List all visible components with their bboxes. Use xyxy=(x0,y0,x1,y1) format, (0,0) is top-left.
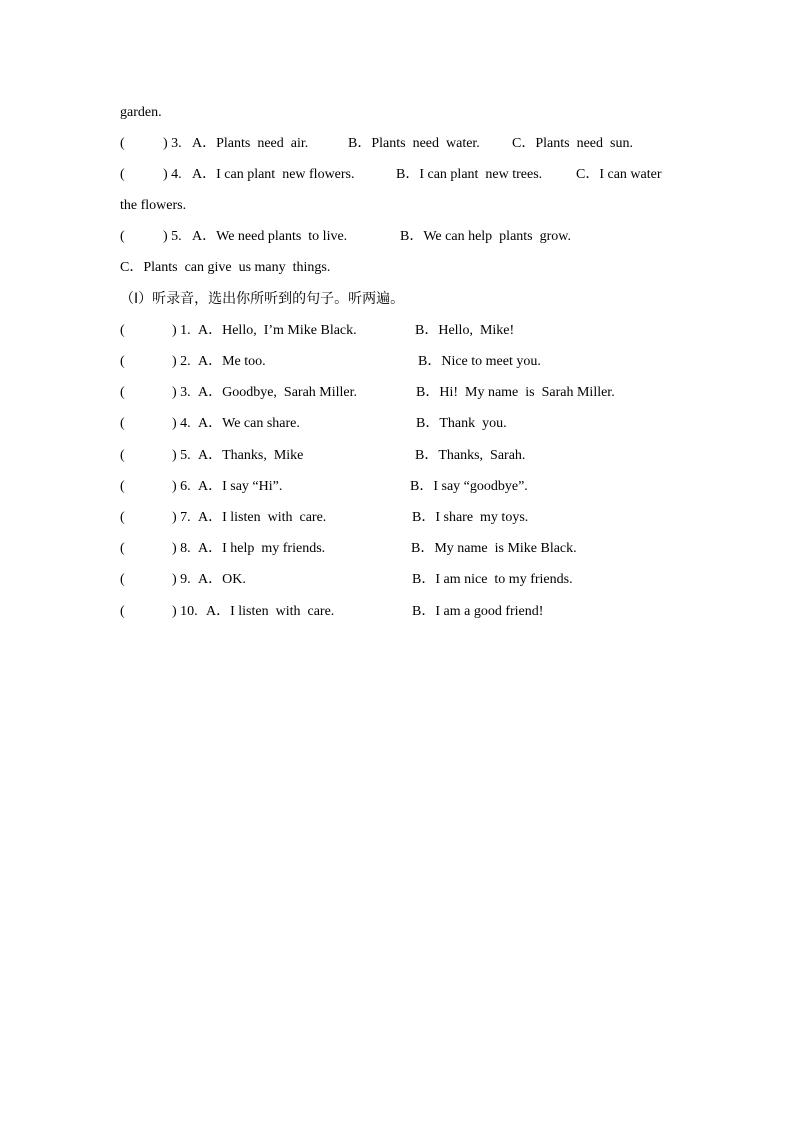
option-b: B．Thank you. xyxy=(416,416,507,431)
continuation-text: garden. xyxy=(120,105,162,120)
option-a: A．OK. xyxy=(198,572,246,587)
option-a: A．Plants need air. xyxy=(192,136,309,151)
question-number: ) 2. xyxy=(172,354,191,369)
option-a: A．I listen with care. xyxy=(206,604,335,619)
option-c: C．Plants need sun. xyxy=(512,136,633,151)
question-number: ) 4. xyxy=(163,167,182,182)
question-number: ) 3. xyxy=(163,136,182,151)
answer-paren-open: ( xyxy=(120,510,125,525)
answer-paren-open: ( xyxy=(120,416,125,431)
option-a: A．I help my friends. xyxy=(198,541,326,556)
answer-paren-open: ( xyxy=(120,604,125,619)
answer-paren-open: ( xyxy=(120,354,125,369)
option-b: B．I can plant new trees. xyxy=(396,167,543,182)
option-a: A．Goodbye, Sarah Miller. xyxy=(198,385,358,400)
answer-paren-open: ( xyxy=(120,448,125,463)
option-c: C．I can water xyxy=(576,167,662,182)
option-a: A．Hello, I’m Mike Black. xyxy=(198,323,357,338)
option-b: B．Nice to meet you. xyxy=(418,354,541,369)
answer-paren-open: ( xyxy=(120,572,125,587)
answer-paren-open: ( xyxy=(120,167,125,182)
option-b: B．I am nice to my friends. xyxy=(412,572,573,587)
question-number: ) 7. xyxy=(172,510,191,525)
option-c-wrap: C．Plants can give us many things. xyxy=(120,260,331,275)
option-b: B．Hello, Mike! xyxy=(415,323,515,338)
option-b: B．My name is Mike Black. xyxy=(411,541,577,556)
question-number: ) 5. xyxy=(172,448,191,463)
answer-paren-open: ( xyxy=(120,323,125,338)
option-b: B．We can help plants grow. xyxy=(400,229,571,244)
answer-paren-open: ( xyxy=(120,479,125,494)
answer-paren-open: ( xyxy=(120,385,125,400)
option-a: A．We can share. xyxy=(198,416,300,431)
option-a: A．I listen with care. xyxy=(198,510,327,525)
option-wrap-text: the flowers. xyxy=(120,198,187,213)
option-a: A．I say “Hi”. xyxy=(198,479,283,494)
answer-paren-open: ( xyxy=(120,136,125,151)
question-number: ) 5. xyxy=(163,229,182,244)
question-number: ) 1. xyxy=(172,323,191,338)
question-number: ) 3. xyxy=(172,385,191,400)
answer-paren-open: ( xyxy=(120,541,125,556)
option-b: B．Plants need water. xyxy=(348,136,480,151)
option-b: B．I say “goodbye”. xyxy=(410,479,528,494)
question-number: ) 9. xyxy=(172,572,191,587)
option-a: A．I can plant new flowers. xyxy=(192,167,355,182)
question-number: ) 4. xyxy=(172,416,191,431)
option-b: B．Thanks, Sarah. xyxy=(415,448,526,463)
question-number: ) 10. xyxy=(172,604,198,619)
option-b: B．Hi! My name is Sarah Miller. xyxy=(416,385,615,400)
option-a: A．We need plants to live. xyxy=(192,229,348,244)
option-b: B．I am a good friend! xyxy=(412,604,544,619)
option-b: B．I share my toys. xyxy=(412,510,529,525)
question-number: ) 8. xyxy=(172,541,191,556)
option-a: A．Thanks, Mike xyxy=(198,448,304,463)
question-number: ) 6. xyxy=(172,479,191,494)
section-title: （I）听录音，选出你所听到的句子。听两遍。 xyxy=(120,291,405,307)
option-a: A．Me too. xyxy=(198,354,266,369)
answer-paren-open: ( xyxy=(120,229,125,244)
